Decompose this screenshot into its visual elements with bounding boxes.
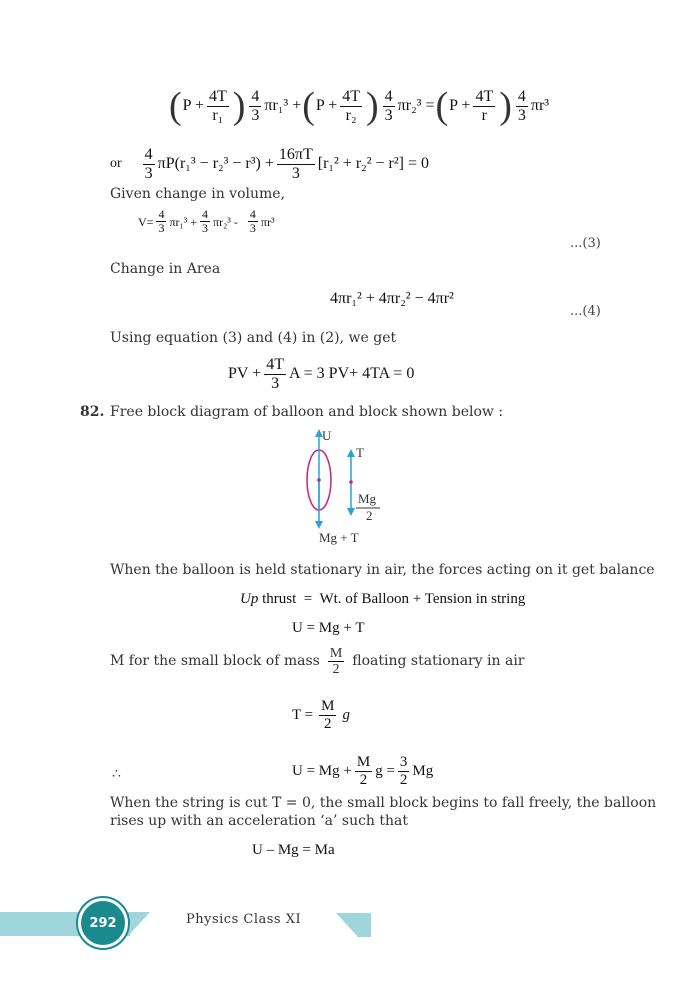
footer-band-left-tip (128, 912, 150, 936)
given-volume-text: Given change in volume, (110, 186, 286, 202)
u-equation: U = Mg + T (292, 620, 365, 636)
volume-equation: V= $\frac{4}{3}$ πr₁³ + $\frac{4}{3}$ πr₂³ - 4 3 πr³ (138, 207, 275, 236)
label-2: 2 (366, 508, 373, 523)
footer-band-right (357, 913, 371, 937)
equation-label-4: ...(4) (570, 304, 601, 319)
change-area-text: Change in Area (110, 261, 221, 277)
label-t: T (356, 445, 364, 460)
paren-open: ( (435, 85, 449, 127)
paragraph-block: M for the small block of mass M 2 floating stationary in air (110, 646, 525, 678)
pv-equation: PV + $\frac{4T}{3}$ A = 3 PV+ 4TA = 0 (228, 356, 415, 392)
therefore-symbol: ∴ (112, 766, 121, 782)
paren-close: ) (499, 85, 512, 127)
paragraph-balloon: When the balloon is held stationary in air, the forces acting on it get balance (110, 562, 655, 578)
equation-1: ( P + $\frac{4T}{\text{r₁}}$ ) 4 3 πr₁³ + ( P + $\frac{4T}{\text{r₂}}$ ) 4 3 πr₂³ = ( P + $\frac{4T}{r}$ ) 4 3 πr³ (169, 85, 550, 127)
area-equation: 4πr₁² + 4πr₂² − 4πr² (330, 290, 454, 307)
footer-band-right-tip (336, 913, 358, 937)
question-number: 82. (80, 404, 105, 420)
paragraph-string-cut-1: When the string is cut T = 0, the small block begins to fall freely, the balloon (110, 795, 657, 811)
upthrust-equation: Up thrust = Wt. of Balloon + Tension in string (240, 591, 526, 607)
equation-label-3: ...(3) (570, 236, 601, 251)
label-u: U (322, 428, 332, 443)
paren-close: ) (232, 85, 246, 127)
t-equation: T = $\frac{M}{2}$ g (292, 698, 350, 732)
paren-open: ( (302, 85, 315, 127)
using-text: Using equation (3) and (4) in (2), we get (110, 330, 397, 346)
page-number-badge: 292 (78, 898, 128, 948)
label-mg: Mg (358, 491, 377, 506)
u-final-equation: U = Mg + $\frac{M}{2}$ g = $\frac{3}{2}$ Mg (292, 754, 434, 788)
label-mg-plus-t: Mg + T (319, 530, 359, 545)
paren-close: ) (366, 85, 379, 127)
motion-equation: U – Mg = Ma (252, 842, 335, 858)
question-text: Free block diagram of balloon and block shown below : (110, 404, 504, 420)
paren-open: ( (169, 85, 182, 127)
equation-2: or 4 3 πP(r₁³ − r₂³ − r³) + $\frac{16\pi T}{3}$ [r₁² + r₂² − r²] = 0 (110, 146, 430, 182)
paragraph-string-cut-2: rises up with an acceleration ‘a’ such that (110, 813, 409, 829)
footer-title: Physics Class XI (186, 912, 302, 927)
